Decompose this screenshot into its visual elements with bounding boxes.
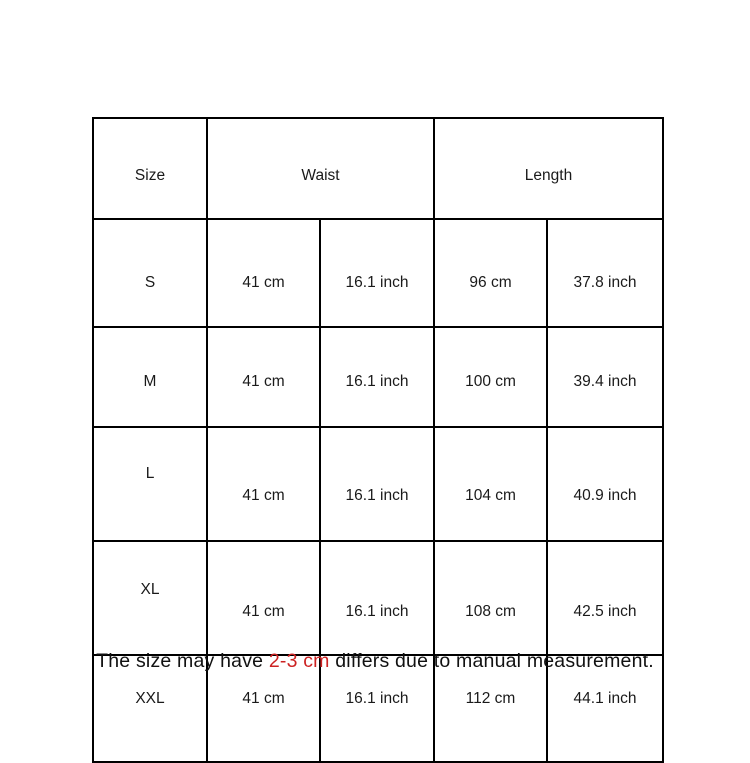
measurement-disclaimer [0,650,750,673]
cell-length-cm: 96 cm [434,219,547,327]
cell-size: M [93,327,207,427]
cell-size: S [93,219,207,327]
cell-length-inch: 37.8 inch [547,219,663,327]
table-row [93,327,663,427]
cell-waist-cm: 41 cm [207,655,320,762]
table-row [93,219,663,327]
table-row [93,427,663,541]
table-row [93,541,663,655]
header-waist: Waist [207,118,434,219]
header-size: Size [93,118,207,219]
header-row [93,118,663,219]
cell-waist-cm: 41 cm [207,427,320,541]
cell-size: XL [93,541,207,655]
cell-waist-inch: 16.1 inch [320,655,434,762]
cell-length-cm: 112 cm [434,655,547,762]
cell-waist-inch: 16.1 inch [320,219,434,327]
cell-length-inch: 44.1 inch [547,655,663,762]
cell-length-inch: 39.4 inch [547,327,663,427]
cell-waist-cm: 41 cm [207,327,320,427]
header-length: Length [434,118,663,219]
cell-waist-inch: 16.1 inch [320,541,434,655]
cell-waist-inch: 16.1 inch [320,327,434,427]
disclaimer-prefix: The size may have [96,650,269,672]
cell-length-cm: 104 cm [434,427,547,541]
cell-length-cm: 100 cm [434,327,547,427]
cell-waist-cm: 41 cm [207,219,320,327]
cell-length-inch: 40.9 inch [547,427,663,541]
cell-waist-inch: 16.1 inch [320,427,434,541]
disclaimer-suffix: differs due to manual measurement. [329,650,654,672]
cell-size: XXL [93,655,207,762]
cell-length-inch: 42.5 inch [547,541,663,655]
cell-length-cm: 108 cm [434,541,547,655]
disclaimer-highlight: 2-3 cm [268,650,330,672]
cell-size: L [93,427,207,541]
cell-waist-cm: 41 cm [207,541,320,655]
